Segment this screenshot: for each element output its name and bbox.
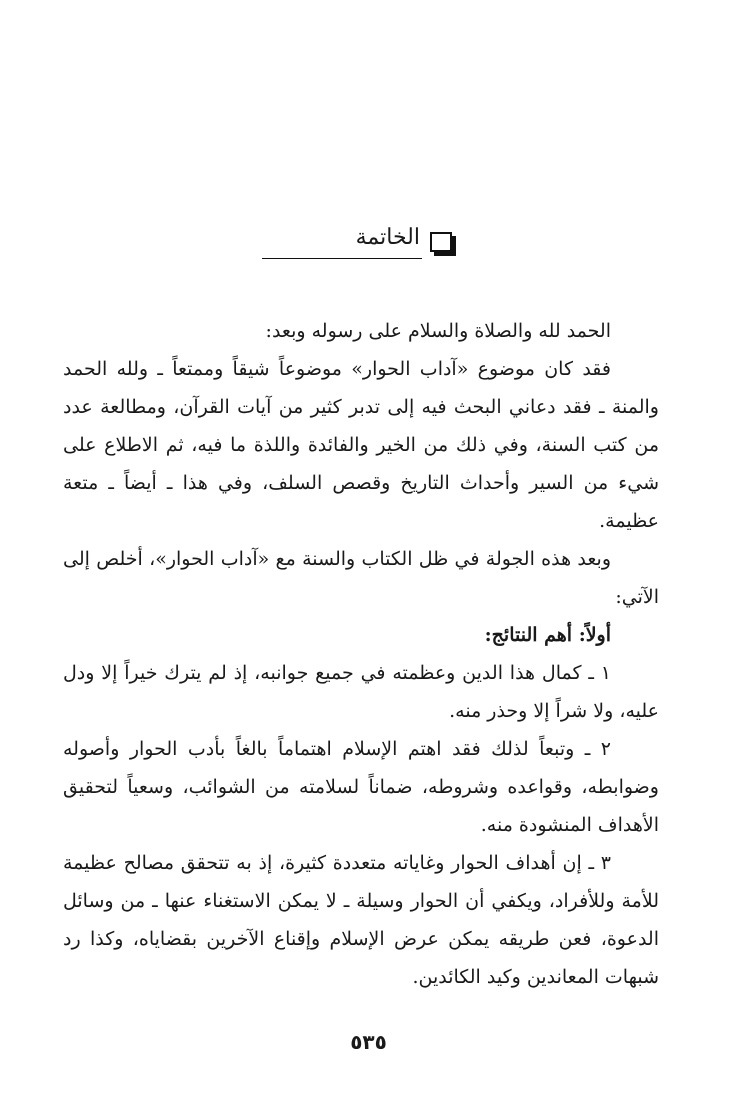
page-number: ٥٣٥: [350, 1030, 387, 1054]
opening-line: الحمد لله والصلاة والسلام على رسوله وبعد:: [265, 320, 611, 342]
paragraph-conclusion-intro: وبعد هذه الجولة في ظل الكتاب والسنة مع «آداب الحوار»، أخلص إلى الآتي:: [63, 548, 659, 608]
chapter-title: الخاتمة: [355, 225, 420, 250]
paragraph-topic: فقد كان موضوع «آداب الحوار» موضوعاً شيقاً وممتعاً ـ ولله الحمد والمنة ـ فقد دعاني البحث فيه إلى تدبر كثير من آيات القرآن، ومطالعة عدد من كتب السنة، وفي ذلك من الخير والفائدة واللذة ما فيه، ثم الاطلاع على شيء من السير وأحداث التاريخ وقصص السلف، وفي هذا ـ أيضاً ـ متعة عظيمة.: [63, 358, 659, 532]
body-text: [63, 312, 659, 996]
result-item-3: ٣ ـ إن أهداف الحوار وغاياته متعددة كثيرة، إذ به تتحقق مصالح عظيمة للأمة وللأفراد، ويكفي أن الحوار وسيلة ـ لا يمكن الاستغناء عنها ـ من وسائل الدعوة، فعن طريقه يمكن عرض الإسلام وإقناع الآخرين بقضاياه، وكذا رد شبهات المعاندين وكيد الكائدين.: [63, 852, 659, 988]
heading-underline: [262, 258, 422, 259]
heading-box-icon: [430, 232, 452, 252]
result-item-2: ٢ ـ وتبعاً لذلك فقد اهتم الإسلام اهتماماً بالغاً بأدب الحوار وأصوله وضوابطه، وقواعده وشروطه، ضماناً لسلامته من الشوائب، وسعياً لتحقيق الأهداف المنشودة منه.: [63, 738, 659, 836]
result-item-1: ١ ـ كمال هذا الدين وعظمته في جميع جوانبه، إذ لم يترك خيراً إلا ودل عليه، ولا شراً إلا وحذر منه.: [63, 662, 659, 722]
section-heading-results: أولاً: أهم النتائج:: [484, 624, 611, 646]
chapter-heading: [262, 212, 452, 264]
